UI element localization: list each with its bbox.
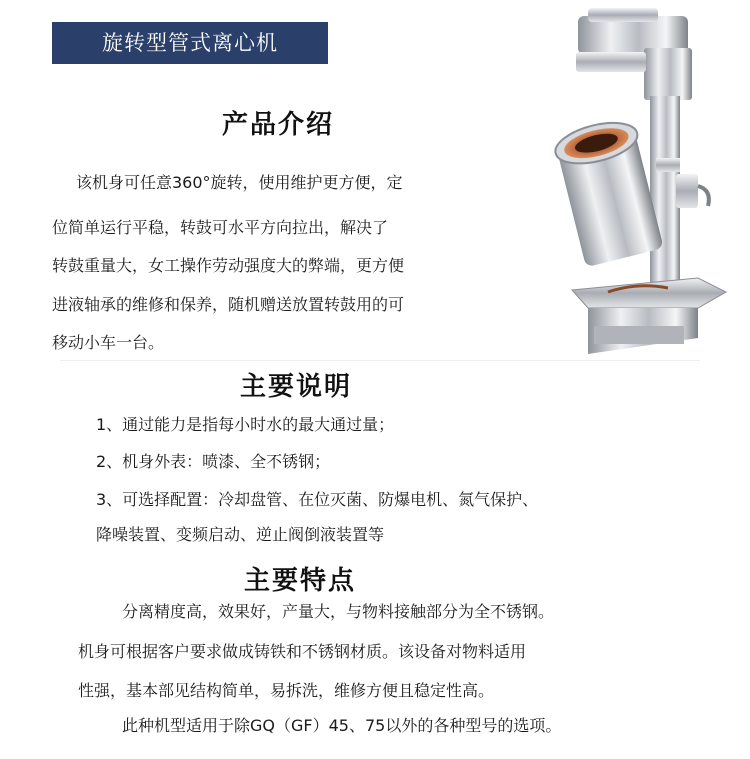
- intro-line: 位简单运行平稳，转鼓可水平方向拉出，解决了: [52, 218, 389, 237]
- intro-line: 转鼓重量大，女工操作劳动强度大的弊端，更方便: [52, 256, 405, 275]
- title-banner: 旋转型管式离心机: [52, 22, 328, 64]
- notes-line: 1、通过能力是指每小时水的最大通过量；: [96, 415, 395, 434]
- features-line: 此种机型适用于除GQ（GF）45、75以外的各种型号的选项。: [122, 716, 562, 735]
- intro-heading: 产品介绍: [222, 110, 335, 140]
- notes-line: 降噪装置、变频启动、逆止阀倒液装置等: [96, 525, 385, 544]
- intro-line: 移动小车一台。: [52, 333, 165, 352]
- intro-line: 该机身可任意360°旋转，使用维护更方便，定: [76, 173, 403, 192]
- features-line: 性强，基本部见结构简单，易拆洗，维修方便且稳定性高。: [78, 681, 495, 700]
- features-heading: 主要特点: [244, 566, 357, 596]
- notes-heading: 主要说明: [240, 372, 353, 402]
- features-line: 机身可根据客户要求做成铸铁和不锈钢材质。该设备对物料适用: [78, 642, 527, 661]
- notes-line: 3、可选择配置：冷却盘管、在位灭菌、防爆电机、氮气保护、: [96, 490, 539, 509]
- section-divider: [60, 360, 700, 361]
- centrifuge-machine-image: [548, 8, 750, 360]
- notes-line: 2、机身外表：喷漆、全不锈钢；: [96, 452, 331, 471]
- features-line: 分离精度高，效果好，产量大，与物料接触部分为全不锈钢。: [122, 602, 555, 621]
- intro-line: 进液轴承的维修和保养，随机赠送放置转鼓用的可: [52, 295, 405, 314]
